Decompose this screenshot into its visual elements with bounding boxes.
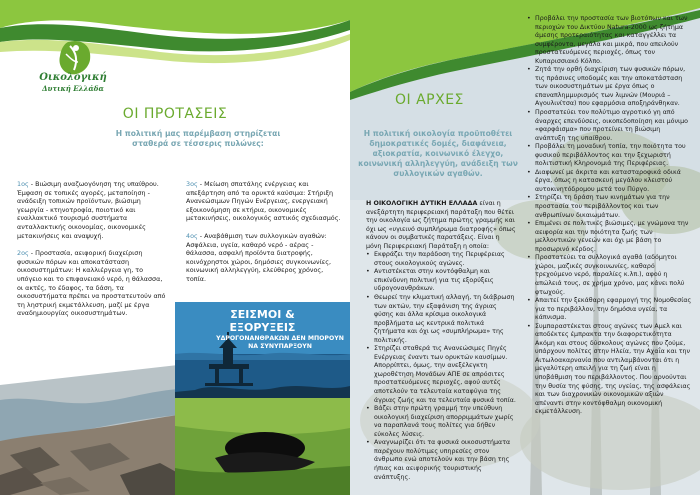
logo-name-line1: Οικολογική	[39, 72, 107, 83]
proposals-column-right	[186, 180, 344, 293]
pillar-text: - Αναβάθμιση των συλλογικών αγαθών: Ασφάλεια, υγεία, καθαρό νερό - αέρας - θάλασσα, ασφαλή προϊόντα διατροφής, κοινόχρηστοι χώροι, δημόσιες συγκοινωνίες, κοινωνική αλληλεγγύη, ελεύθερος χρόνος, τοπία.	[186, 231, 331, 283]
proposals-intro: Η πολιτική μας παρέμβαση στηρίζεται σταθερά σε τέσσερις πυλώνες:	[115, 129, 281, 148]
section-title-principles: ΟΙ ΑΡΧΕΣ	[395, 92, 464, 108]
campaign-banner	[175, 302, 350, 398]
principle-item: • Προστατεύει τον πολύτιμο αγροτικό γη από άναρχες επενδύσεις, οικοπεδοποίηση και μόνιμο «φαρφάισμα» που προτείνει τη βιώσιμη ανάπτυξη της υπαίθρου.	[527, 109, 692, 143]
principles-intro: Η πολιτική οικολογία προϋποθέτει δημοκρατικές δομές, διαφάνεια, αξιοκρατία, κοινωνικό έλεγχο, κοινωνική αλληλεγγύη, ανάδειξη των συλλογικών αγαθών.	[358, 129, 518, 178]
principles-lead	[366, 200, 516, 251]
pillar-4	[186, 232, 344, 284]
principle-item: • Ζητά την ορθή διαχείριση των φυσικών πόρων, τις πράσινες υποδομές και την αποκατάσταση των οικοσυστημάτων με έργα όπως ο επαναπλημμυρισμός των λιμνών (Μουριά – Αγουλινίτσα) που εφαρμόσια αποξηράνθηκαν.	[527, 66, 692, 109]
principles-column-left	[366, 200, 516, 482]
principle-item: • Προστατεύει τα συλλογικά αγαθά (αδόμητοι χώροι, μαζικές συγκοινωνίες, καθαρό τρεχούμενο νερό, παραλίες κ.λπ.), αφού η απώλειά τους, σε χρήμα χρόνο, μας κάνει πολύ φτωχούς.	[527, 254, 692, 297]
party-name: Η ΟΙΚΟΛΟΓΙΚΗ ΔΥΤΙΚΗ ΕΛΛΑΔΑ	[366, 200, 478, 207]
campaign-title-line1: ΣΕΙΣΜΟΙ &	[230, 308, 295, 321]
pillar-1	[17, 180, 169, 240]
principle-item: • Αναγνωρίζει ότι τα φυσικά οικοσυστήματα παρέχουν πολύτιμες υπηρεσίες στον άνθρωπο ενώ αποτελούν και την βάση της ήπιας και αειφορικής τουριστικής ανάπτυξης.	[366, 439, 516, 482]
pillar-text: - Βιώσιμη αναζωογόνηση της υπαίθρου. Έμφαση σε τοπικές αγορές, μεταποίηση - ανάδειξη τοπικών προϊόντων, βιώσιμη γεωργία - κτηνοτροφία, ποιοτικό και εναλλακτικό τουρισμό συστήματα ανταλλακτικής οικονομίας, οικονομικές μετακινήσεις και αναψυχή.	[17, 180, 159, 240]
principle-item: • Στηρίζει τη δράση των κινημάτων για την προστασία του περιβάλλοντος και των ανθρωπίνων δικαιωμάτων.	[527, 194, 692, 220]
proposals-column-left	[17, 180, 169, 327]
pillar-number: 1ος	[17, 180, 29, 188]
eroded-coast-photo	[0, 355, 178, 495]
pillar-3	[186, 180, 344, 223]
pillar-number: 4ος	[186, 231, 198, 240]
pillar-2	[17, 249, 169, 318]
campaign-subtitle: ΥΔΡΟΓΟΝΑΝΘΡΑΚΩΝ ΔΕΝ ΜΠΟΡΟΥΝ ΝΑ ΣΥΝΥΠΑΡΞΟΥΝ	[216, 335, 344, 350]
principle-item: • Θεωρεί την κλιματική αλλαγή, τη διάβρωση των ακτών, την εξαφάνιση της άγριας φύσης και άλλα κρίσιμα οικολογικά προβλήματα ως κεντρικά πολιτικά ζητήματα και όχι ως «συμπλήρωμα» της πολιτικής.	[366, 294, 516, 345]
logo-name-line2: Δυτική Ελλάδα	[42, 84, 104, 93]
principle-item: • Διαφωνεί με άκριτα και κατασταροφικά οδικά έργα, όπως η κατασκευή μεγάλου κλειστού αυτοκινητόδρομου μετά τον Πύργο.	[527, 169, 692, 195]
principle-item: • Απαιτεί την ξεκάθαρη εφαρμογή της Νομοθεσίας για το περιβάλλον, την δημόσια υγεία, τα κάπνισμα.	[527, 297, 692, 323]
principle-item: • Προβάλει την προστασία των βιοτόπων και των περιοχών του Δικτύου Natura-2000 ως ζήτημα άμεσης προτεραιότητας και καταγγέλλει τα συμφέροντα, μεγάλα και μικρά, που απειλούν προστατευόμενες περιοχές, όπως τον Κυπαρισσιακό Κόλπο.	[527, 15, 692, 66]
principle-item: • Συμπαραστέκεται στους αγώνες των Αμελ και αποδέκτες έμπρακτα την διαφορετικότητα Ακόμη και στους δύσκολους αγώνες που ζούμε, υπάρχουν πολίτες στην Ηλεία, την Αχαΐα και την Αιτωλοακαρνανία που αντιλαμβάνονται ότι η μεγαλύτερη απειλή για τη ζωή είναι η υποβάθμιση του περιβάλλοντος. Που αρνούνται την θυσία της φύσης, της υγείας, της ασφάλειας και των διαχρονικών οικονομικών αξιών απέναντι στην κοντόφθαλμη οικονομική εκμετάλλευση.	[527, 323, 692, 417]
pillar-number: 2ος	[17, 249, 29, 258]
principles-column-right	[527, 15, 692, 417]
principle-item: • Βάζει στην πρώτη γραμμή την υπεύθυνη οικολογική διαχείριση απορριμμάτων χωρίς να παραπλανά τους πολίτες για δήθεν εύκολες λύσεις.	[366, 405, 516, 439]
oil-slick-photo	[175, 398, 350, 495]
pillar-number: 3ος	[186, 180, 198, 188]
principle-item: • Επιμένει σε πολιτικές βιώσιμες, με γνώμονα την αειφορία και την ποιότητα ζωής των μελλοντικών γενεών και όχι με βάση το προσωρινό κέρδος.	[527, 220, 692, 254]
principle-item: • Προβάλει τη μοναδική τοπία, την ποιότητα του φυσικού περιβάλλοντος και την ξεχωριστή πολιτιστική Κληρονομιά της Περιφέρειας.	[527, 143, 692, 169]
principle-item: • Εκφράζει την παράδοση της Περιφέρειας στους οικολογικούς αγώνες.	[366, 251, 516, 268]
pillar-text: - Προστασία, αειφορική διαχείριση φυσικών πόρων και αποκατάσταση οικοσυστημάτων: Η καλλιέργεια γη, το υπόγειο και το επιφανειακό νερό, η θάλασσα, οι ακτές, το έδαφος, τα δάση, τα οικοσυστήματα πρέπει να προστατευτούν από τη ληστρική εκμετάλλευση, μαζί με έργα αναδημιουργίας οικοσυστημάτων.	[17, 249, 166, 318]
section-title-proposals: ΟΙ ΠΡΟΤΑΣΕΙΣ	[122, 106, 228, 122]
principle-item: • Στηρίζει σταθερά τις Ανανεώσιμες Πηγές Ενέργειας έναντι των ορυκτών καυσίμων. Απορρίπτει, όμως, την ανεξέλεγκτη χωροθέτηση Μονάδων ΑΠΕ σε απρόσιτες προστατευόμενες περιοχές, αφού αυτές αποτελούν τα τελευταία καταφύγια της άγριας ζωής και τα τελευταία φυσικά τοπία.	[366, 345, 516, 405]
campaign-title-line2: ΕΞΟΡΥΞΕΙΣ	[229, 321, 296, 334]
principles-lead-text: είναι η ανεξάρτητη περιφερειακή παράταξη που θέτει την οικολογία ως ζήτημα πρώτης γραμμής και όχι ως «υγιεινό συμπλήρωμα διατροφής» όπως κάνουν οι συμβατικές παρατάξεις. Είναι η μόνη Περιφερειακή Παράταξη η οποία:	[366, 200, 516, 250]
pillar-text: - Μείωση σπατάλης ενέργειας και απεξάρτηση από τα ορυκτά καύσιμα: Στήριξη Ανανεώσιμων Πηγών Ενέργειας, ενεργειακή εξοικονόμηση σε κτήρια, οικονομικές μετακινήσεις, οικολογικός αστικός σχεδιασμός.	[186, 180, 341, 223]
principle-item: • Αντιστέκεται στην κοντόφθαλμη και επικίνδυνη πολιτική για τις εξορύξεις υδρογονανθράκων.	[366, 268, 516, 294]
